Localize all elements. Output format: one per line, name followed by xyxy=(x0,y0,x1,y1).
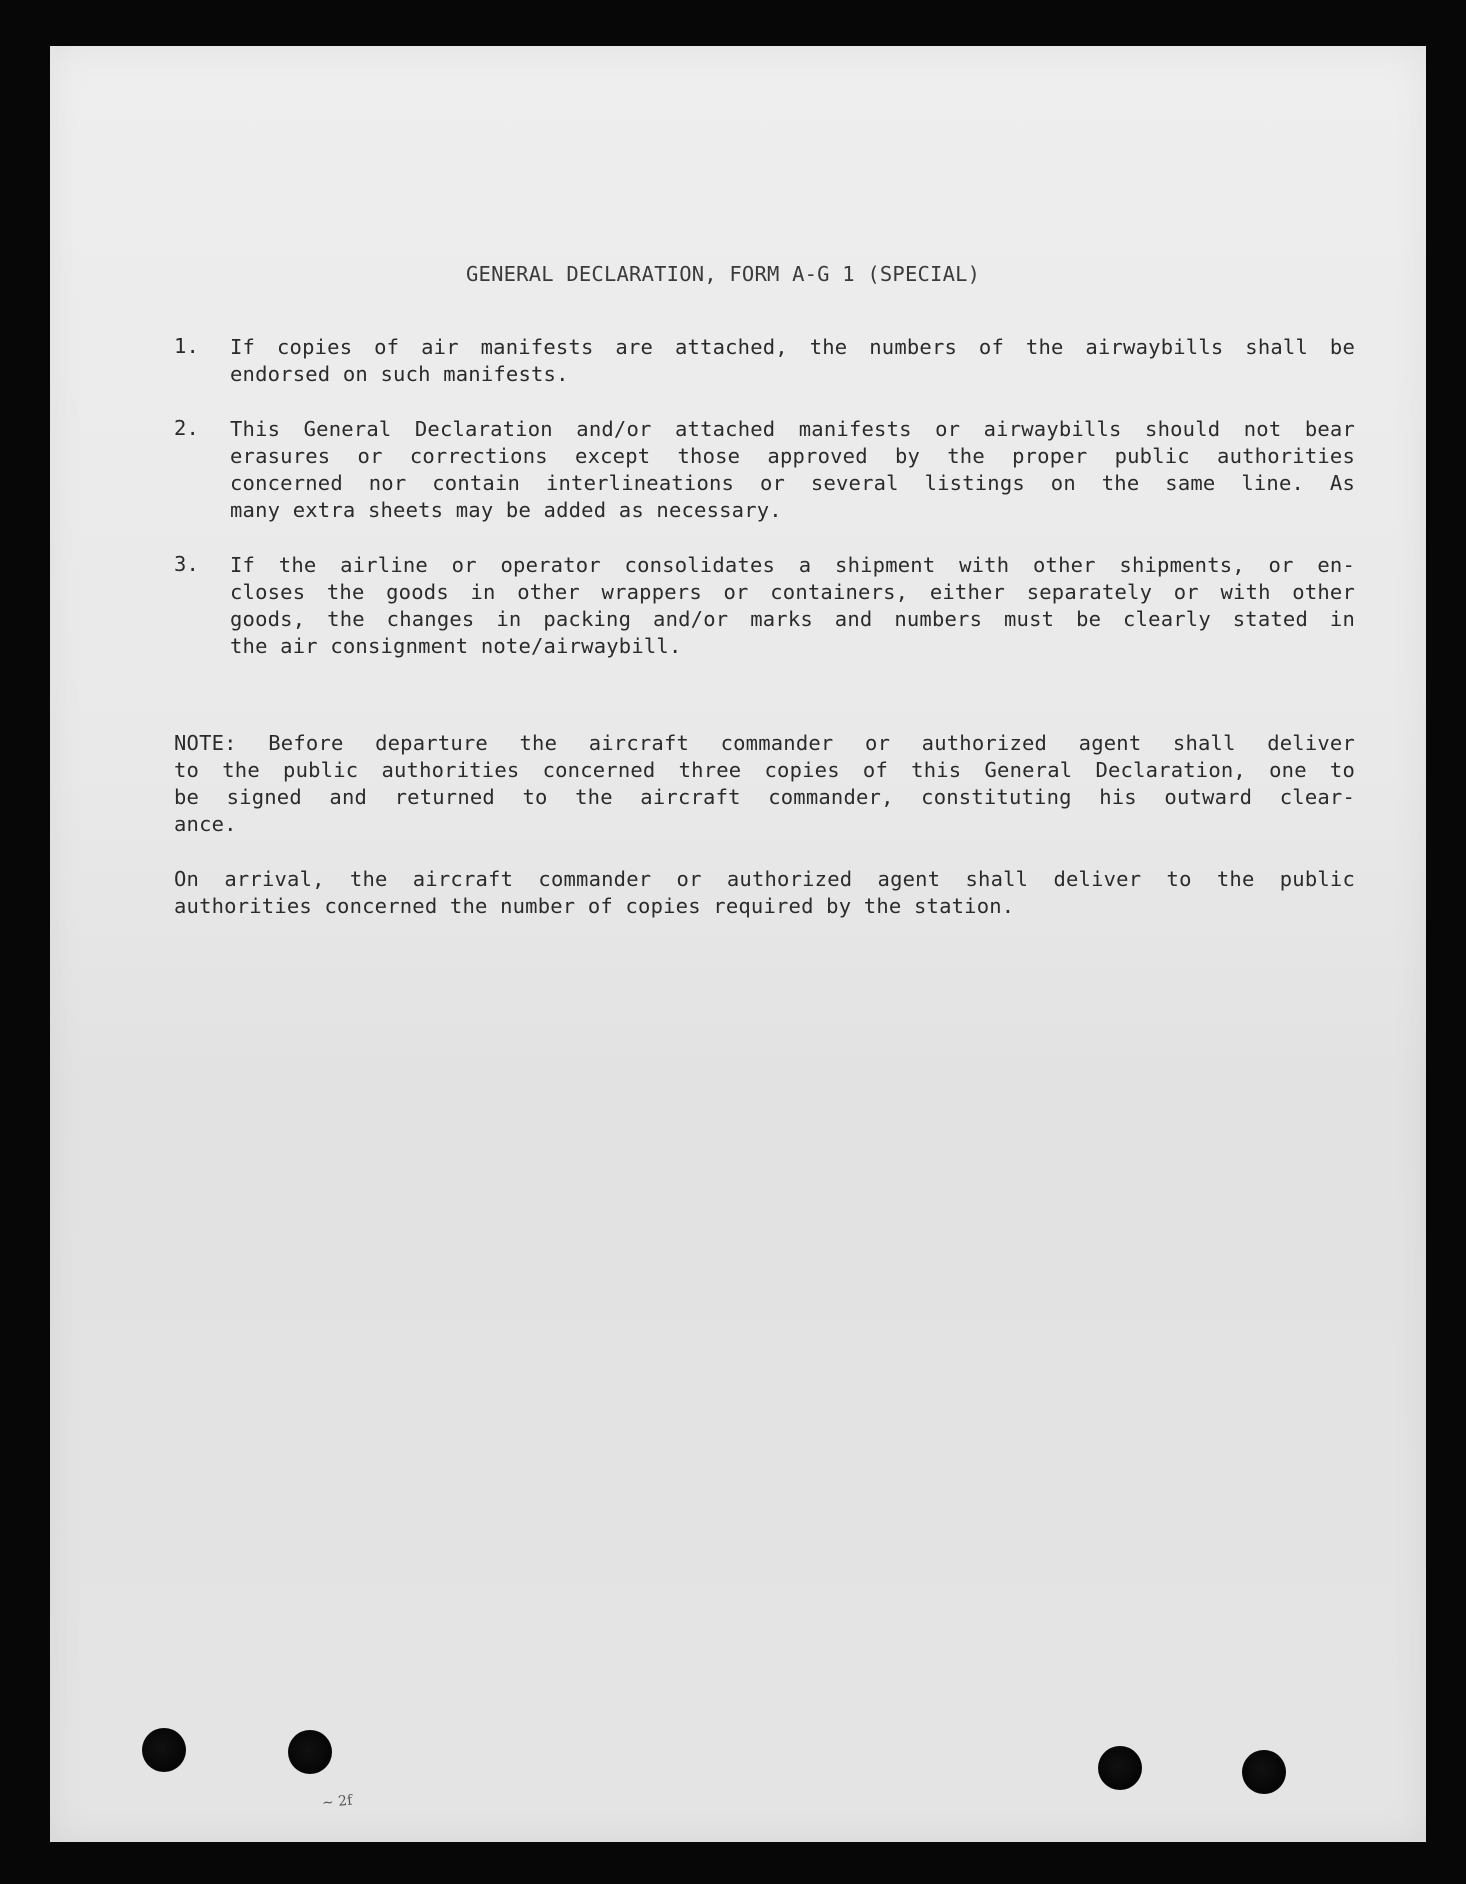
text-line: goods, the changes in packing and/or marks and numbers must be clearly stated in xyxy=(230,607,1355,631)
text-line: authorities concerned the number of copies required by the station. xyxy=(174,894,1015,918)
text-line: If copies of air manifests are attached, the numbers of the airwaybills shall be xyxy=(230,335,1355,359)
text-line: closes the goods in other wrappers or containers, either separately or with other xyxy=(230,580,1355,604)
list-item-text xyxy=(230,552,1355,660)
list-item-number: 1. xyxy=(174,334,200,358)
list-item-number: 2. xyxy=(174,416,200,440)
arrival-paragraph xyxy=(174,866,1355,920)
list-item-text xyxy=(230,416,1355,524)
list-item-number: 3. xyxy=(174,552,200,576)
text-line: be signed and returned to the aircraft commander, constituting his outward clear- xyxy=(174,785,1355,809)
text-line: NOTE: Before departure the aircraft commander or authorized agent shall deliver xyxy=(174,731,1355,755)
text-line: to the public authorities concerned three copies of this General Declaration, one to xyxy=(174,758,1355,782)
punch-hole xyxy=(142,1728,186,1772)
paper-sheet xyxy=(50,46,1426,1842)
text-line: endorsed on such manifests. xyxy=(230,362,569,386)
text-line: If the airline or operator consolidates a shipment with other shipments, or en- xyxy=(230,553,1355,577)
document-title: GENERAL DECLARATION, FORM A-G 1 (SPECIAL) xyxy=(466,262,981,286)
note-paragraph xyxy=(174,730,1355,838)
handwritten-mark: ~ 2f xyxy=(321,1792,354,1812)
text-line: the air consignment note/airwaybill. xyxy=(230,634,682,658)
text-line: On arrival, the aircraft commander or authorized agent shall deliver to the public xyxy=(174,867,1355,891)
text-line: erasures or corrections except those approved by the proper public authorities xyxy=(230,444,1355,468)
punch-hole xyxy=(288,1730,332,1774)
text-line: many extra sheets may be added as necessary. xyxy=(230,498,782,522)
text-line: ance. xyxy=(174,812,237,836)
text-line: This General Declaration and/or attached manifests or airwaybills should not bear xyxy=(230,417,1355,441)
list-item-text xyxy=(230,334,1355,388)
punch-hole xyxy=(1098,1746,1142,1790)
punch-hole xyxy=(1242,1750,1286,1794)
text-line: concerned nor contain interlineations or several listings on the same line. As xyxy=(230,471,1355,495)
